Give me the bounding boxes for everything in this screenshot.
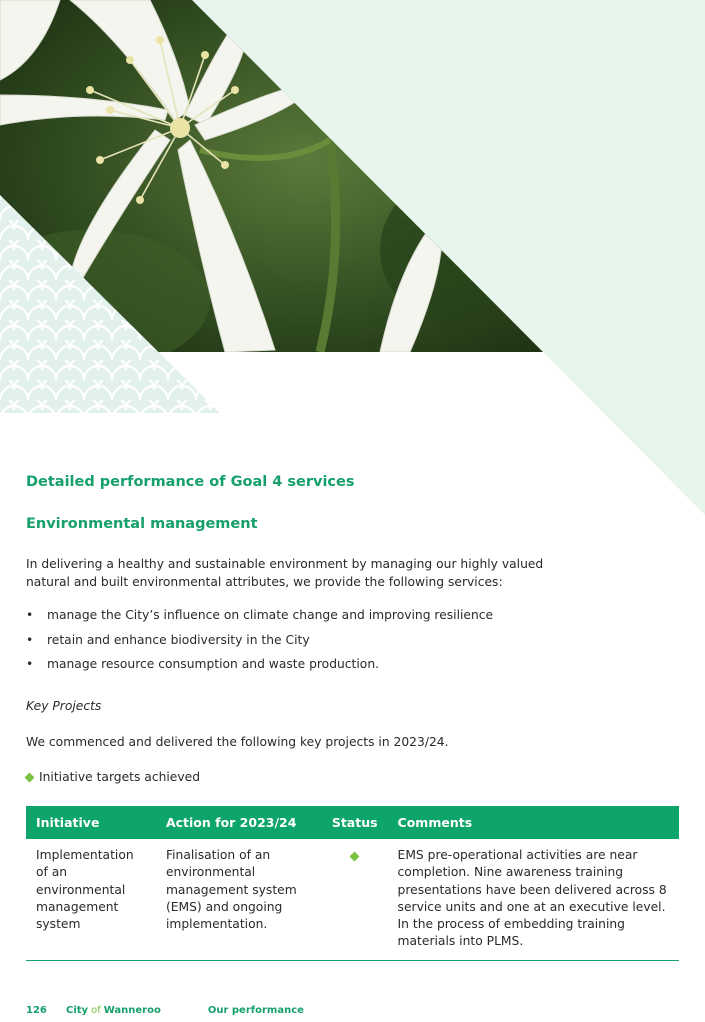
services-list [26,606,626,680]
legend-label: Initiative targets achieved [39,770,201,784]
list-item [26,631,626,656]
col-header-comments: Comments [388,806,679,839]
bullet-icon: • [26,632,34,647]
table-header-row [26,806,679,839]
footer-section: Our performance [207,1005,304,1016]
col-header-initiative: Initiative [26,806,156,839]
cell-initiative: Implementation of an environmental management system [26,839,156,960]
service-text: manage resource consumption and waste production. [47,657,380,671]
col-header-action: Action for 2023/24 [156,806,322,839]
table-row [26,839,679,960]
page-number: 126 [26,1005,47,1016]
commenced-text: We commenced and delivered the following key projects in 2023/24. [26,735,449,749]
key-projects-label: Key Projects [26,699,102,713]
cell-action: Finalisation of an environmental management system (EMS) and ongoing implementation. [156,839,322,960]
bullet-icon: • [26,608,34,622]
goal-heading: Detailed performance of Goal 4 services [26,474,355,490]
intro-paragraph: In delivering a healthy and sustainable environment by managing our highly valued natural and built environmental attributes, we provide the following services: [26,557,544,589]
col-header-status: Status [322,806,388,839]
org-city: City [66,1005,89,1016]
status-achieved-icon [350,852,360,862]
page-footer [26,1005,304,1016]
cell-comments: EMS pre-operational activities are near completion. Nine awareness training presentations have been delivered across 8 service units and one at an executive level. In the process of embedding training materials into PLMS. [388,839,679,960]
list-item [26,655,626,680]
bullet-icon: • [26,657,34,671]
achieved-diamond-icon [25,772,35,782]
org-of: of [91,1005,101,1016]
section-heading: Environmental management [26,516,258,532]
org-name: Wanneroo [103,1005,161,1016]
cell-status [322,839,388,960]
legend [26,770,200,784]
service-text: manage the City’s influence on climate change and improving resilience [47,608,494,622]
service-text: retain and enhance biodiversity in the City [47,632,310,647]
key-projects-table [26,806,679,961]
list-item [26,606,626,631]
